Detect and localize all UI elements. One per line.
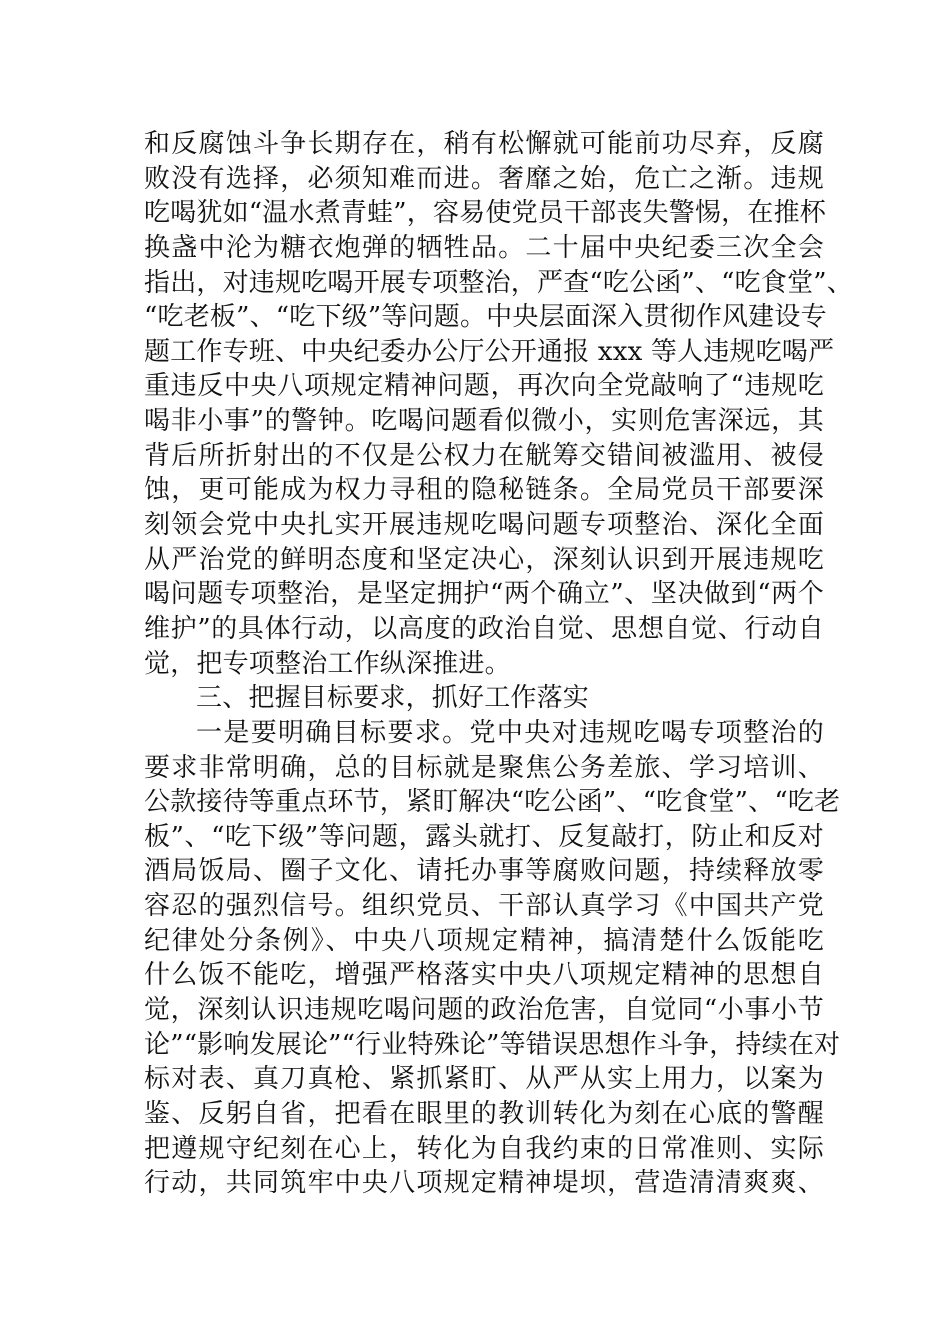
text-line: 容忍的强烈信号。组织党员、干部认真学习《中国共产党 [144,891,824,922]
text-line: “吃老板”、“吃下级”等问题。中央层面深入贯彻作风建设专 [144,302,827,333]
text-line: 觉，把专项整治工作纵深推进。 [144,648,511,679]
text-line: 觉，深刻认识违规吃喝问题的政治危害，自觉同“小事小节 [144,995,824,1026]
text-line: 一是要明确目标要求。党中央对违规吃喝专项整治的 [196,717,824,748]
text-line: 要求非常明确，总的目标就是聚焦公务差旅、学习培训、 [144,752,824,783]
text-line: 鉴、反躬自省，把看在眼里的教训转化为刻在心底的警醒 [144,1098,824,1129]
text-line: 喝问题专项整治，是坚定拥护“两个确立”、坚决做到“两个 [144,579,824,610]
text-line: 公款接待等重点环节，紧盯解决“吃公函”、“吃食堂”、“吃老 [144,787,841,818]
text-line: 什么饭不能吃，增强严格落实中央八项规定精神的思想自 [144,960,824,991]
paragraph-1 [144,127,853,681]
text-line: 行动，共同筑牢中央八项规定精神堤坝，营造清清爽爽、 [144,1168,824,1199]
text-line: 标对表、真刀真枪、紧抓紧盯、从严从实上用力，以案为 [144,1064,824,1095]
text-line: 换盏中沦为糖衣炮弹的牺牲品。二十届中央纪委三次全会 [144,232,824,263]
text-line: 把遵规守纪刻在心上，转化为自我约束的日常准则、实际 [144,1133,824,1164]
section-heading: 三、把握目标要求，抓好工作落实 [196,683,590,714]
text-line: 蚀，更可能成为权力寻租的隐秘链条。全局党员干部要深 [144,475,824,506]
text-line: 维护”的具体行动，以高度的政治自觉、思想自觉、行动自 [144,613,824,644]
text-line: 从严治党的鲜明态度和坚定决心，深刻认识到开展违规吃 [144,544,824,575]
text-line: 喝非小事”的警钟。吃喝问题看似微小，实则危害深远，其 [144,406,824,437]
text-line: 指出，对违规吃喝开展专项整治，严查“吃公函”、“吃食堂”、 [144,267,853,298]
paragraph-2 [144,716,841,1201]
text-line: 酒局饭局、圈子文化、请托办事等腐败问题，持续释放零 [144,856,824,887]
text-line: 和反腐蚀斗争长期存在，稍有松懈就可能前功尽弃，反腐 [144,129,824,159]
text-line: 题工作专班、中央纪委办公厅公开通报 xxx 等人违规吃喝严 [144,336,835,367]
text-line: 纪律处分条例》、中央八项规定精神，搞清楚什么饭能吃 [144,925,824,956]
document-body [144,127,853,1201]
text-line: 背后所折射出的不仅是公权力在觥筹交错间被滥用、被侵 [144,440,824,471]
text-line: 刻领会党中央扎实开展违规吃喝问题专项整治、深化全面 [144,510,824,541]
text-line: 板”、“吃下级”等问题，露头就打、反复敲打，防止和反对 [144,821,824,852]
text-line: 重违反中央八项规定精神问题，再次向全党敲响了“违规吃 [144,371,824,402]
text-line: 败没有选择，必须知难而进。奢靡之始，危亡之渐。违规 [144,163,824,194]
text-line: 吃喝犹如“温水煮青蛙”，容易使党员干部丧失警惕，在推杯 [144,198,826,229]
text-line: 论”“影响发展论”“行业特殊论”等错误思想作斗争，持续在对 [144,1029,841,1060]
